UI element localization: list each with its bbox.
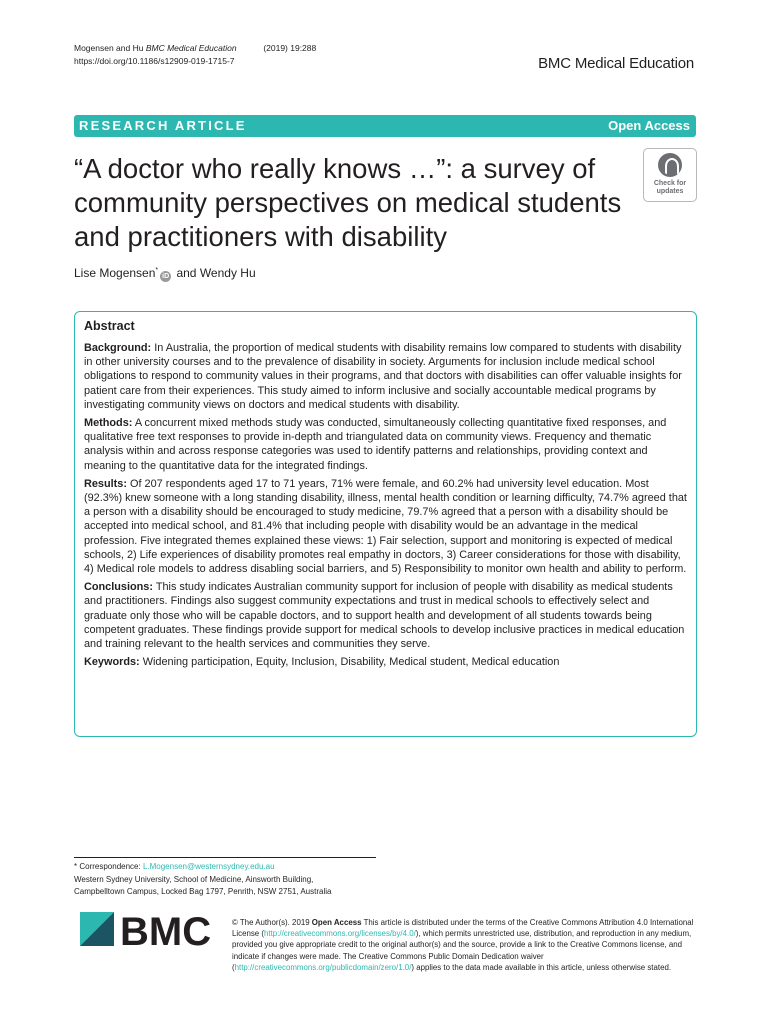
crossmark-line2: updates: [656, 188, 684, 195]
bmc-logo: [80, 912, 220, 954]
results-text: Of 207 respondents aged 17 to 71 years, 71% were female, and 60.2% had university level education. Most (92.3%) knew someone with a long standing disability, illness, mental health condition or learning difficulty, 74.7% agreed that a person with a disability should be encouraged to study medicine, 79.7% agreed that a person with a disability should be accepted into medical school, and 81.4% that including people with disability would be an advantage in the medical profession. Five integrated themes explained these views: 1) Fair selection, support and monitoring is expected of medical schools, 2) Life experiences of disability promotes real empathy in doctors, 3) Career considerations for those with disability, 4) Medical role models to address disabling social barriers, and 5) Responsibility to monitor own health and ability to perform.: [84, 477, 687, 576]
abstract-heading: Abstract: [84, 319, 135, 333]
running-header: [74, 42, 316, 68]
author-name: Lise Mogensen: [74, 266, 156, 280]
author-list: [74, 266, 256, 282]
license-part-a: This article is distributed under the terms of the Creative Commons Attribution 4.0 International License (: [232, 918, 694, 939]
license-prefix: © The Author(s). 2019: [232, 918, 312, 927]
conclusions-text: This study indicates Australian community support for inclusion of people with disability as medical students and practitioners. Findings also suggest community expectations and trust in medical schools to effectively select and graduate only those who will be capable doctors, and to support health and development of all students towards being competent graduates. These findings provide support for medical schools to develop inclusive practices in medical education and training relevant to the health services and communities they serve.: [84, 581, 685, 651]
correspondence-address-1: Western Sydney University, School of Medicine, Ainsworth Building,: [74, 874, 314, 884]
abstract-results: [84, 477, 687, 576]
abstract-conclusions: [84, 580, 687, 651]
bmc-logo-text: BMC: [120, 912, 212, 954]
background-label: Background:: [84, 342, 152, 354]
background-text: In Australia, the proportion of medical students with disability remains low compared to students with disability in other university courses and to the prevalence of disability in society. Arguments for inclusion include medical school obligations to respond to community values in their programs, and that doctors with disabilities can offer valuable insights for patient care from their experiences. This study aimed to inform inclusive and socially accountable medical programs by investigating community views on doctors and medical students with disability.: [84, 342, 682, 411]
article-type-label: RESEARCH ARTICLE: [79, 118, 247, 133]
license-link-by[interactable]: http://creativecommons.org/licenses/by/4.0/: [264, 929, 416, 939]
license-open-access: Open Access: [311, 918, 362, 927]
keywords-label: Keywords:: [84, 656, 140, 669]
correspondence-note: [74, 861, 394, 899]
orcid-icon[interactable]: iD: [162, 273, 170, 280]
corresponding-marker: *: [155, 267, 159, 274]
license-part-c: ) applies to the data made available in this article, unless otherwise stated.: [411, 962, 672, 972]
journal-brand: BMC Medical Education: [538, 55, 694, 72]
header-journal: BMC Medical Education: [145, 43, 237, 53]
results-label: Results:: [84, 477, 127, 490]
license-part-b: ), which permits unrestricted use, distribution, and reproduction in any medium, provided you give appropriate credit to the original author(s) and the source, provide a link to the Creative Commons license, and indicate if changes were made. The Creative Commons Public Domain Dedication waiver (: [232, 929, 692, 972]
header-authors: Mogensen and Hu: [74, 43, 144, 53]
abstract-keywords: [84, 655, 687, 669]
abstract-methods: [84, 416, 687, 473]
author-name-2: and Wendy Hu: [173, 266, 256, 280]
correspondence-email[interactable]: L.Mogensen@westernsydney.edu.au: [142, 862, 275, 871]
article-banner: [74, 115, 696, 137]
footnote-rule: [74, 857, 376, 858]
correspondence-address-2: Campbelltown Campus, Locked Bag 1797, Penrith, NSW 2751, Australia: [74, 887, 332, 897]
correspondence-label: * Correspondence:: [74, 862, 143, 871]
header-citation: (2019) 19:288: [263, 43, 317, 53]
keywords-text: Widening participation, Equity, Inclusion, Disability, Medical student, Medical education: [139, 656, 560, 669]
header-doi[interactable]: https://doi.org/10.1186/s12909-019-1715-7: [74, 56, 235, 66]
crossmark-icon: [658, 153, 682, 177]
article-title: “A doctor who really knows …”: a survey of community perspectives on medical students and practitioners with disability: [74, 153, 622, 252]
license-link-zero[interactable]: http://creativecommons.org/publicdomain/zero/1.0/: [234, 962, 412, 972]
check-for-updates-badge[interactable]: [643, 148, 697, 202]
abstract-background: [84, 341, 687, 412]
methods-label: Methods:: [84, 417, 133, 430]
abstract-box: [74, 311, 697, 737]
conclusions-label: Conclusions:: [84, 581, 153, 594]
crossmark-line1: Check for: [653, 180, 687, 187]
license-text: [232, 917, 702, 973]
methods-text: A concurrent mixed methods study was conducted, simultaneously collecting quantitative fixed responses, and qualitative free text responses to provide in-depth and triangulated data on community views. Frequency and thematic analysis within and across response categories was used to identify patterns and relationships, providing context and meaning to the quantitative data for the integrated findings.: [84, 417, 667, 472]
open-access-label: Open Access: [608, 118, 690, 133]
